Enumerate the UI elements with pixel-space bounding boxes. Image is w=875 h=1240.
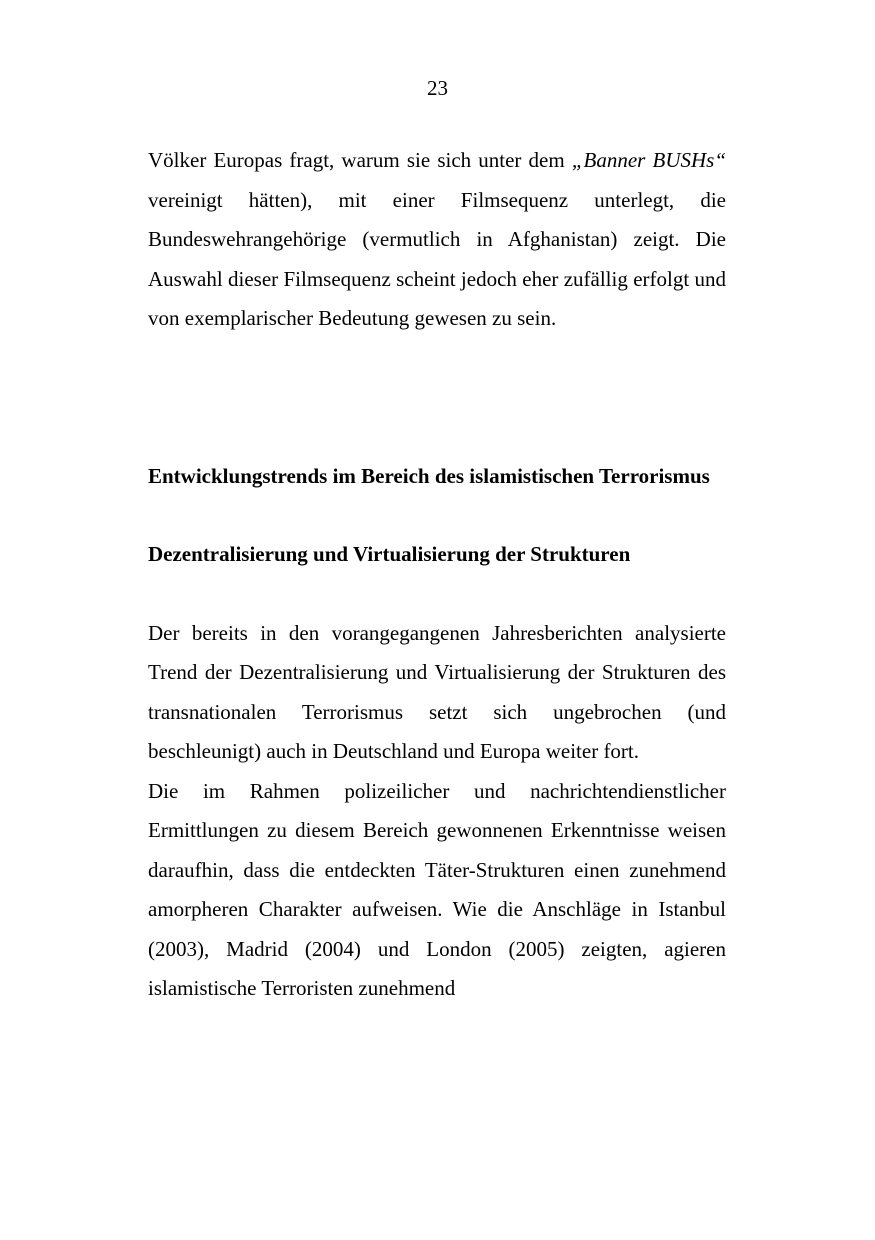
intro-italic-quote: „Banner BUSHs“ — [571, 148, 727, 172]
intro-paragraph — [148, 141, 726, 339]
intro-text-start: Völker Europas fragt, warum sie sich unter dem — [148, 148, 572, 172]
subsection-heading: Dezentralisierung und Virtualisierung der Strukturen — [148, 542, 631, 566]
intro-text-end: vereinigt hätten), mit einer Filmsequenz unterlegt, die Bundeswehrangehörige (vermutlich in Afghanistan) zeigt. Die Auswahl dieser Filmsequenz scheint jedoch eher zufällig erfolgt und von exemplarischer Bedeutung gewesen zu sein. — [148, 187, 726, 330]
section-heading: Entwicklungstrends im Bereich des islamistischen Terrorismus — [148, 463, 710, 488]
page-number: 23 — [427, 76, 448, 100]
page-content — [148, 141, 726, 1009]
body-paragraph-1: Der bereits in den vorangegangenen Jahresberichten analysierte Trend der Dezentralisierung und Virtualisierung der Strukturen des transnationalen Terrorismus setzt sich ungebrochen (und beschleunigt) auch in Deutschland und Europa weiter fort. — [148, 620, 726, 763]
body-paragraph-2: Die im Rahmen polizeilicher und nachrichtendienstlicher Ermittlungen zu diesem Bereich gewonnenen Erkenntnisse weisen daraufhin, dass die entdeckten Täter-Strukturen einen zunehmend amorpheren Charakter aufweisen. Wie die Anschläge in Istanbul (2003), Madrid (2004) und London (2005) zeigten, agieren islamistische Terroristen zunehmend — [148, 778, 726, 1000]
